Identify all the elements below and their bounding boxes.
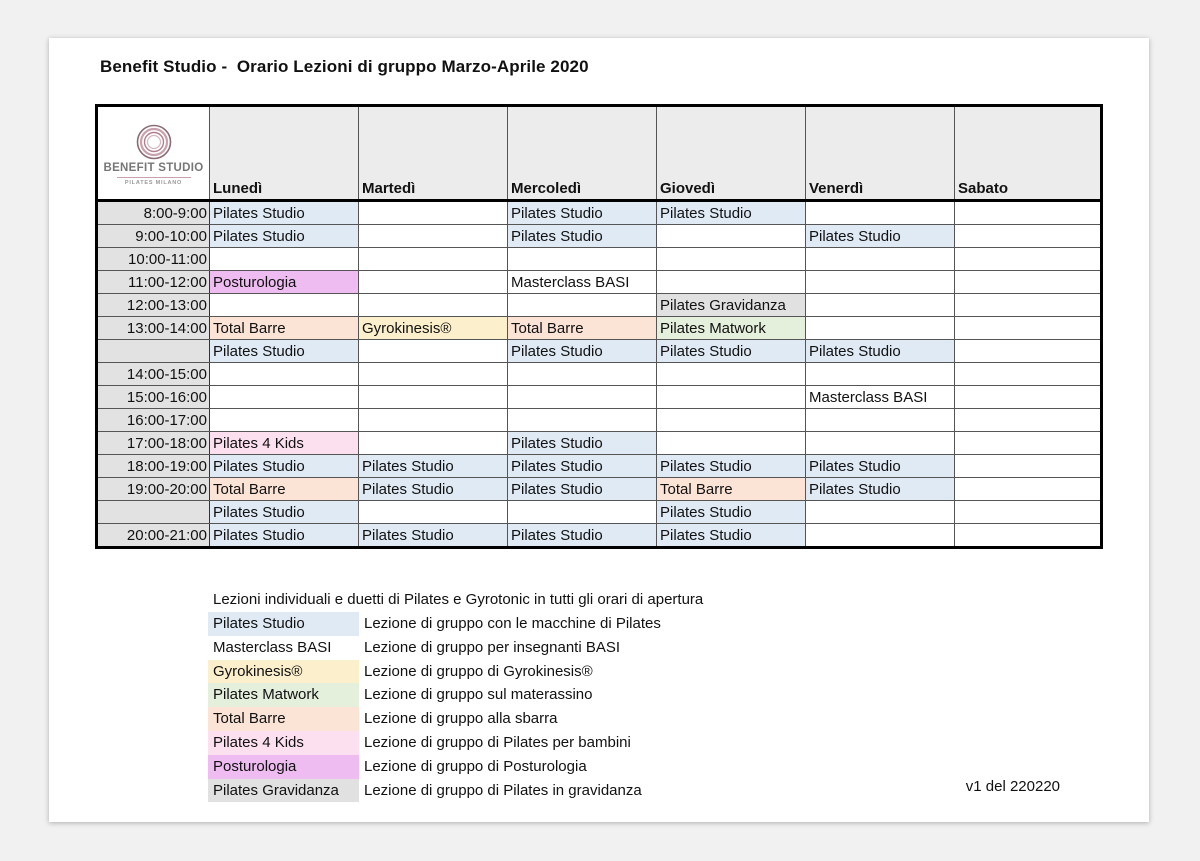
class-cell: Pilates Studio [508,201,657,225]
legend-item [208,707,703,731]
legend-class-name: Gyrokinesis® [208,660,359,684]
class-cell [359,409,508,432]
schedule-row [97,432,1102,455]
class-cell [359,363,508,386]
legend-description: Lezione di gruppo sul materassino [364,686,593,704]
legend-item [208,731,703,755]
class-cell [210,409,359,432]
logo [97,106,210,201]
legend-description: Lezione di gruppo alla sbarra [364,710,558,728]
class-cell [806,201,955,225]
class-cell [955,432,1102,455]
legend-class-name: Pilates Matwork [208,683,359,707]
legend-description: Lezione di gruppo di Posturologia [364,757,587,775]
page-title: Benefit Studio - Orario Lezioni di gruppo Marzo-Aprile 2020 [100,57,589,76]
class-cell: Pilates Studio [359,478,508,501]
class-cell: Total Barre [657,478,806,501]
class-cell [657,386,806,409]
class-cell [210,248,359,271]
day-header-monday: Lunedì [210,106,359,201]
class-cell [359,294,508,317]
legend-item [208,779,703,803]
day-header-thursday: Giovedì [657,106,806,201]
time-slot-cell: 13:00-14:00 [97,317,210,340]
time-slot-cell: 16:00-17:00 [97,409,210,432]
class-cell [359,432,508,455]
class-cell [806,432,955,455]
legend-class-name: Pilates Gravidanza [208,779,359,803]
class-cell [955,340,1102,363]
schedule-row [97,501,1102,524]
class-cell [806,524,955,548]
schedule-table [95,104,1103,549]
schedule-row [97,225,1102,248]
class-cell [806,294,955,317]
schedule-row [97,478,1102,501]
class-cell: Pilates Studio [210,201,359,225]
class-cell [359,225,508,248]
class-cell [657,225,806,248]
class-cell: Pilates Studio [210,501,359,524]
class-cell [955,271,1102,294]
time-slot-cell: 14:00-15:00 [97,363,210,386]
class-cell [210,386,359,409]
legend-class-name: Pilates 4 Kids [208,731,359,755]
time-slot-cell: 11:00-12:00 [97,271,210,294]
class-cell: Pilates Studio [657,501,806,524]
class-cell [955,524,1102,548]
time-slot-cell: 8:00-9:00 [97,201,210,225]
legend-class-name: Total Barre [208,707,359,731]
schedule-row [97,271,1102,294]
class-cell [657,248,806,271]
logo-divider [117,177,191,178]
class-cell [359,271,508,294]
schedule-row [97,317,1102,340]
class-cell [508,409,657,432]
class-cell [955,409,1102,432]
class-cell: Pilates Studio [657,455,806,478]
class-cell [955,501,1102,524]
class-cell: Pilates Studio [657,524,806,548]
legend-item [208,636,703,660]
time-slot-cell [97,501,210,524]
schedule-row [97,363,1102,386]
class-cell: Posturologia [210,271,359,294]
legend-description: Lezione di gruppo per insegnanti BASI [364,638,621,656]
time-slot-cell: 15:00-16:00 [97,386,210,409]
legend-description: Lezione di gruppo di Pilates in gravidanza [364,781,642,799]
class-cell: Pilates Studio [657,201,806,225]
time-slot-cell: 12:00-13:00 [97,294,210,317]
class-cell: Pilates Studio [508,524,657,548]
class-cell: Pilates Matwork [657,317,806,340]
class-cell: Pilates Studio [508,225,657,248]
version-label: v1 del 220220 [965,778,1060,795]
legend-item [208,612,703,636]
class-cell [210,363,359,386]
time-slot-cell: 9:00-10:00 [97,225,210,248]
class-cell [806,248,955,271]
legend-list [208,612,703,802]
class-cell: Pilates Studio [210,340,359,363]
document-page [49,38,1149,822]
class-cell [508,501,657,524]
legend [208,588,703,802]
class-cell [359,386,508,409]
class-cell [955,363,1102,386]
legend-item [208,683,703,707]
class-cell: Pilates Studio [657,340,806,363]
class-cell: Pilates Studio [359,524,508,548]
class-cell: Pilates Studio [508,478,657,501]
class-cell: Pilates Studio [210,225,359,248]
legend-class-name: Pilates Studio [208,612,359,636]
class-cell: Pilates Studio [806,478,955,501]
class-cell: Pilates Gravidanza [657,294,806,317]
time-slot-cell: 17:00-18:00 [97,432,210,455]
class-cell [508,386,657,409]
class-cell [359,501,508,524]
class-cell [657,432,806,455]
schedule-row [97,248,1102,271]
class-cell: Pilates Studio [508,455,657,478]
legend-class-name: Masterclass BASI [208,636,359,660]
day-header-saturday: Sabato [955,106,1102,201]
class-cell [508,248,657,271]
legend-description: Lezione di gruppo con le macchine di Pilates [364,615,661,632]
class-cell: Total Barre [508,317,657,340]
class-cell: Pilates Studio [210,455,359,478]
time-slot-cell: 18:00-19:00 [97,455,210,478]
class-cell [359,340,508,363]
class-cell [508,294,657,317]
class-cell [955,248,1102,271]
logo-name: BENEFIT STUDIO [103,162,204,174]
class-cell [657,409,806,432]
class-cell [806,317,955,340]
class-cell [657,271,806,294]
legend-item [208,755,703,779]
class-cell: Pilates Studio [508,340,657,363]
legend-description: Lezione di gruppo di Pilates per bambini [364,733,631,751]
class-cell: Pilates Studio [210,524,359,548]
class-cell [806,271,955,294]
legend-class-name: Posturologia [208,755,359,779]
schedule-row [97,294,1102,317]
class-cell: Pilates Studio [806,455,955,478]
legend-description: Lezione di gruppo di Gyrokinesis® [364,662,593,680]
class-cell [955,478,1102,501]
class-cell [955,386,1102,409]
time-slot-cell [97,340,210,363]
legend-intro: Lezioni individuali e duetti di Pilates e Gyrotonic in tutti gli orari di apertura [213,591,704,608]
class-cell [955,225,1102,248]
class-cell [955,317,1102,340]
header-row [97,106,1102,201]
time-slot-cell: 10:00-11:00 [97,248,210,271]
class-cell: Total Barre [210,317,359,340]
class-cell: Masterclass BASI [508,271,657,294]
class-cell [359,248,508,271]
class-cell: Pilates Studio [508,432,657,455]
class-cell: Masterclass BASI [806,386,955,409]
time-slot-cell: 19:00-20:00 [97,478,210,501]
class-cell: Total Barre [210,478,359,501]
day-header-wednesday: Mercoledì [508,106,657,201]
schedule-row [97,386,1102,409]
class-cell [806,501,955,524]
logo-rings-icon [136,124,172,160]
class-cell [955,455,1102,478]
day-header-tuesday: Martedì [359,106,508,201]
class-cell [955,201,1102,225]
class-cell: Pilates Studio [806,225,955,248]
schedule-row [97,524,1102,548]
class-cell: Pilates Studio [806,340,955,363]
class-cell [806,409,955,432]
logo-subtitle: PILATES MILANO [124,180,183,186]
time-slot-cell: 20:00-21:00 [97,524,210,548]
schedule-row [97,340,1102,363]
class-cell: Gyrokinesis® [359,317,508,340]
class-cell [955,294,1102,317]
class-cell [508,363,657,386]
class-cell: Pilates Studio [359,455,508,478]
class-cell [359,201,508,225]
schedule-row [97,455,1102,478]
class-cell [806,363,955,386]
day-header-friday: Venerdì [806,106,955,201]
schedule-row [97,409,1102,432]
legend-item [208,660,703,684]
class-cell [657,363,806,386]
schedule-body [97,201,1102,548]
schedule-row [97,201,1102,225]
class-cell: Pilates 4 Kids [210,432,359,455]
class-cell [210,294,359,317]
